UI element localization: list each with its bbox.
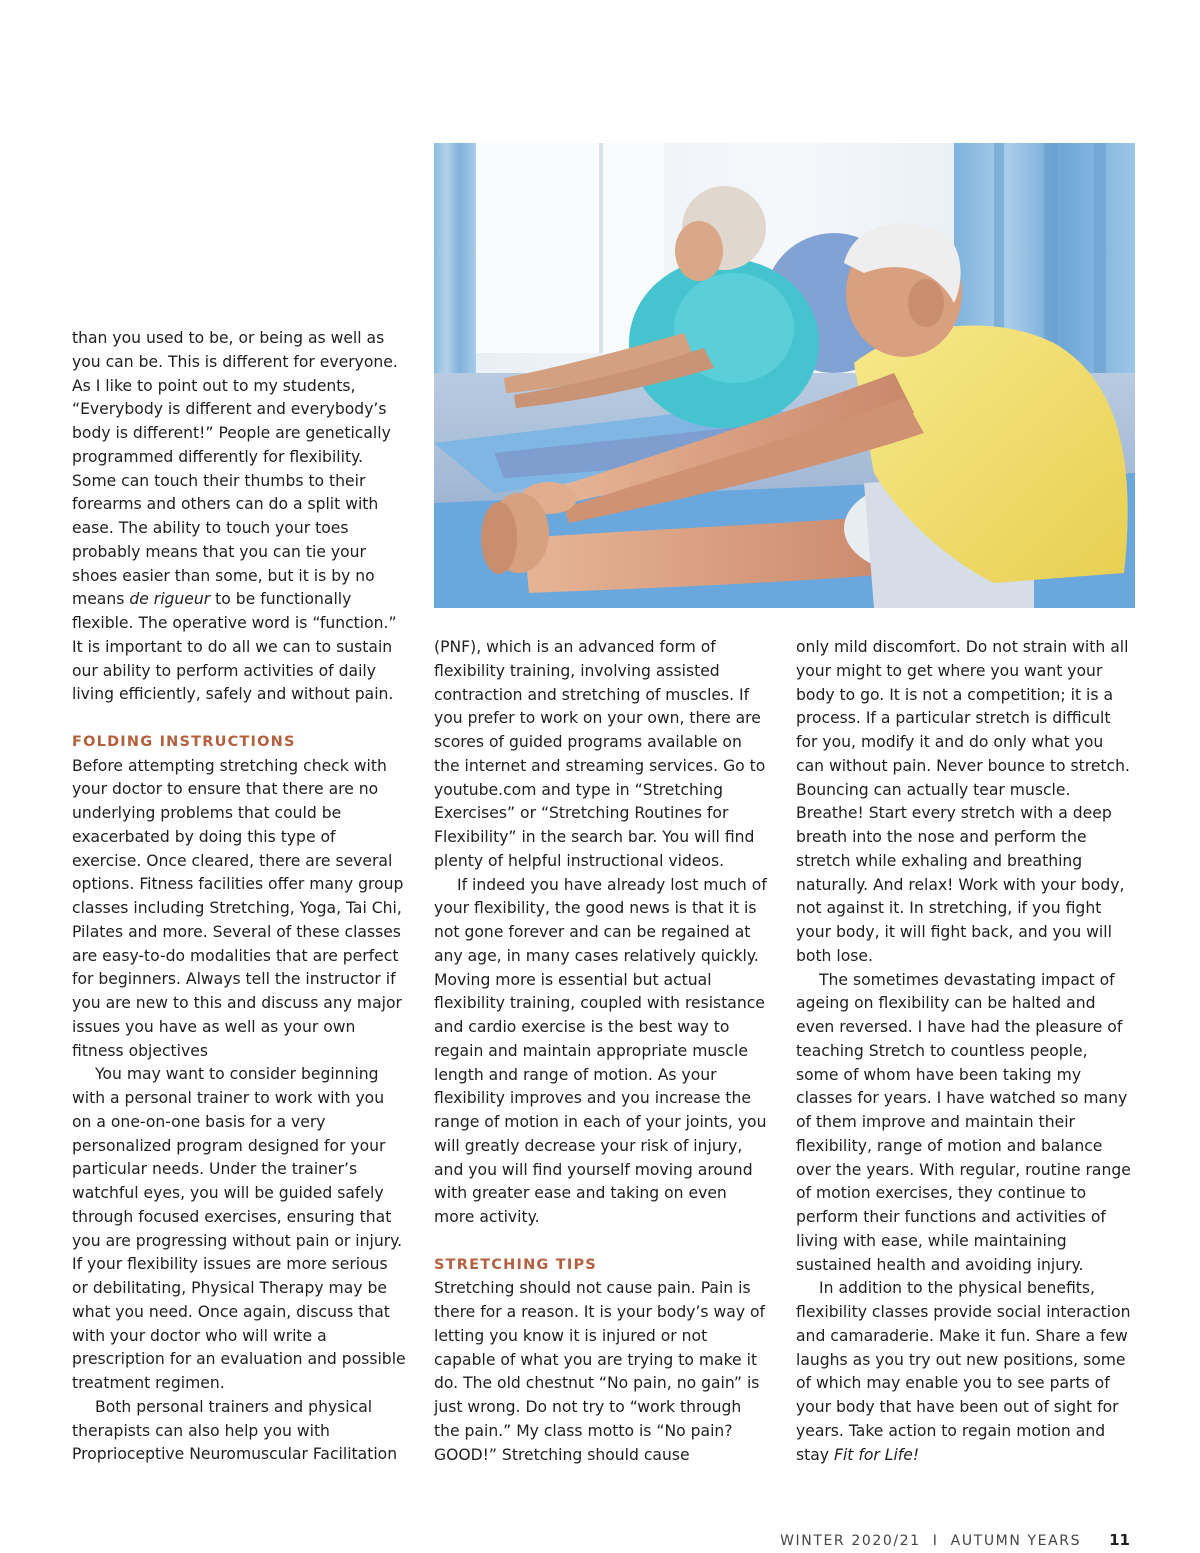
paragraph: than you used to be, or being as well as you can be. This is different for everyone. As I like to point out to my students, “Everybody is different and everybody’s body is different!” People are genetically programmed differently for flexibility. Some can touch their thumbs to their forearms and others can do a split with ease. The ability to touch your toes probably means that you can tie your shoes easier than some, but it is by no means de rigueur to be functionally flexible. The operative word is “function.” It is important to do all we can to sustain our ability to perform activities of daily living efficiently, safely and without pain.: [72, 329, 398, 704]
italic-phrase: de rigueur: [129, 590, 211, 609]
page-footer: [780, 1530, 1130, 1551]
paragraph: Both personal trainers and physical therapists can also help you with Proprioceptive Neuromuscular Facilitation: [72, 1397, 398, 1464]
paragraph: If indeed you have already lost much of your flexibility, the good news is that it is not gone forever and can be regained at any age, in many cases relatively quickly. Moving more is essential but actual flexibility training, coupled with resistance and cardio exercise is the best way to regain and maintain appropriate muscle length and range of motion. As your flexibility improves and you increase the range of motion in each of your joints, you will greatly decrease your risk of injury, and you will find yourself moving around with greater ease and taking on even more activity.: [434, 875, 767, 1226]
footer-separator: I: [932, 1533, 939, 1549]
article-column-2: [434, 636, 770, 1467]
paragraph: Stretching should not cause pain. Pain is there for a reason. It is your body’s way of letting you know it is injured or not capable of what you are trying to make it do. The old chestnut “No pain, no gain” is just wrong. Do not try to “work through the pain.” My class motto is “No pain? GOOD!” Stretching should cause: [434, 1279, 766, 1464]
article-column-3: [796, 636, 1132, 1467]
paragraph: The sometimes devastating impact of ageing on flexibility can be halted and even reversed. I have had the pleasure of teaching Stretch to countless people, some of whom have been taking my classes for years. I have watched so many of them improve and maintain their flexibility, range of motion and balance over the years. With regular, routine range of motion exercises, they continue to perform their functions and activities of living with ease, while maintaining sustained health and avoiding injury.: [796, 970, 1131, 1274]
italic-phrase: Fit for Life!: [833, 1445, 920, 1464]
seniors-stretching-photo: [434, 143, 1135, 608]
section-heading-stretching-tips: STRETCHING TIPS: [434, 1256, 597, 1273]
page-number: 11: [1109, 1531, 1130, 1549]
publication-name: AUTUMN YEARS: [950, 1533, 1082, 1549]
paragraph: In addition to the physical benefits, flexibility classes provide social interaction and camaraderie. Make it fun. Share a few laughs as you try out new positions, some of which may enable you to see parts of your body that have been out of sight for years. Take action to regain motion and stay Fit for Life!: [796, 1279, 1131, 1464]
issue-label: WINTER 2020/21: [780, 1533, 921, 1549]
section-heading-folding-instructions: FOLDING INSTRUCTIONS: [72, 733, 296, 750]
article-column-1: [72, 327, 408, 1467]
paragraph: only mild discomfort. Do not strain with all your might to get where you want your body to go. It is not a competition; it is a process. If a particular stretch is difficult for you, modify it and do only what you can without pain. Never bounce to stretch. Bouncing can actually tear muscle. Breathe! Start every stretch with a deep breath into the nose and perform the stretch while exhaling and breathing naturally. And relax! Work with your body, not against it. In stretching, if you fight your body, it will fight back, and you will both lose.: [796, 638, 1130, 965]
paragraph: You may want to consider beginning with a personal trainer to work with you on a one-on-one basis for a very personalized program designed for your particular needs. Under the trainer’s watchful eyes, you will be guided safely through focused exercises, ensuring that you are progressing without pain or injury. If your flexibility issues are more serious or debilitating, Physical Therapy may be what you need. Once again, discuss that with your doctor who will write a prescription for an evaluation and possible treatment regimen.: [72, 1065, 406, 1392]
paragraph: (PNF), which is an advanced form of flexibility training, involving assisted contraction and stretching of muscles. If you prefer to work on your own, there are scores of guided programs available on the internet and streaming services. Go to youtube.com and type in “Stretching Exercises” or “Stretching Routines for Flexibility” in the search bar. You will find plenty of helpful instructional videos.: [434, 638, 766, 870]
paragraph: Before attempting stretching check with your doctor to ensure that there are no underlying problems that could be exacerbated by doing this type of exercise. Once cleared, there are several options. Fitness facilities offer many group classes including Stretching, Yoga, Tai Chi, Pilates and more. Several of these classes are easy-to-do modalities that are perfect for beginners. Always tell the instructor if you are new to this and discuss any major issues you have as well as your own fitness objectives: [72, 756, 404, 1060]
